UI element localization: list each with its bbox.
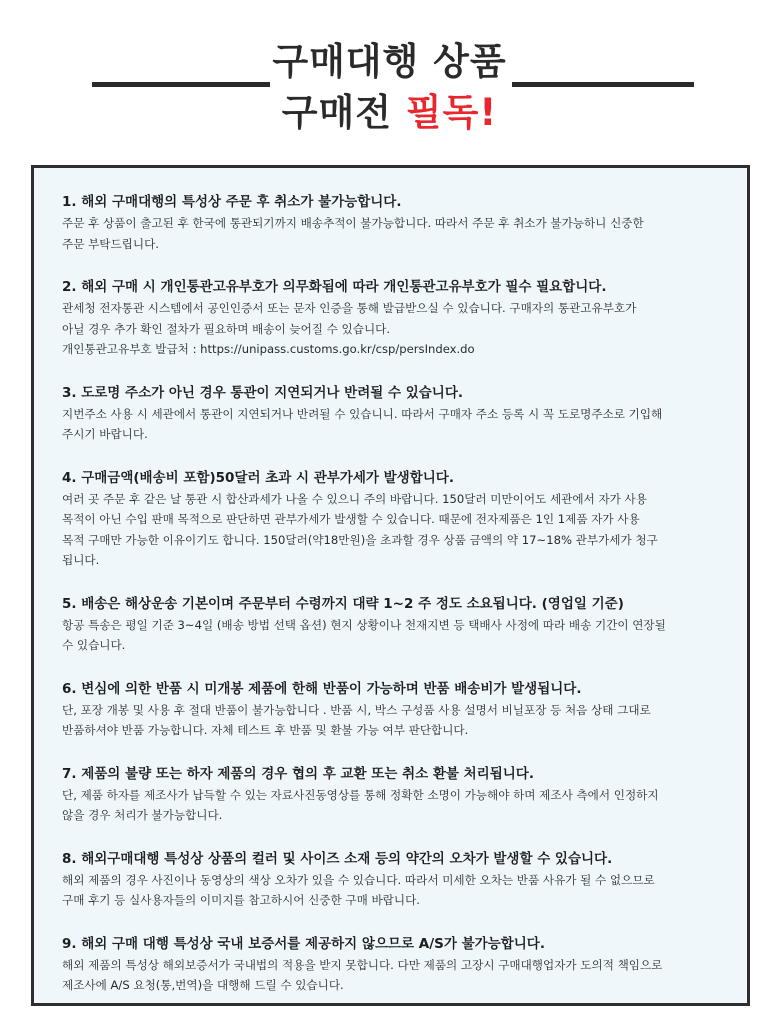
notice-body-line: 해외 제품의 특성상 해외보증서가 국내법의 적용을 받지 못합니다. 다만 제품의 고장시 구매대행업자가 도의적 책임으로 (62, 957, 663, 972)
notice-item-6 (62, 679, 734, 741)
title-rule-left (92, 82, 270, 87)
notice-body-line: 제조사에 A/S 요청(통,번역)을 대행해 드릴 수 있습니다. (62, 978, 344, 992)
notice-item-2 (62, 277, 734, 360)
notice-title: 6. 변심에 의한 반품 시 미개봉 제품에 한해 반품이 가능하며 반품 배송비가 발생됩니다. (62, 680, 582, 697)
notice-body (62, 700, 734, 741)
notice-body-line: 반품하셔야 반품 가능합니다. 자체 테스트 후 반품 및 환불 가능 여부 판단합니다. (62, 723, 469, 737)
notice-body-line: 개인통관고유부호 발급처 : https://unipass.customs.go.kr/csp/persIndex.do (62, 342, 475, 356)
notice-body-line: 단, 제품 하자를 제조사가 납득할 수 있는 자료사진동영상를 통해 정확한 소명이 가능해야 하며 제조사 측에서 인정하지 (62, 787, 659, 802)
notice-item-1 (62, 192, 734, 254)
notice-body (62, 870, 734, 911)
notice-title: 4. 구매금액(배송비 포함)50달러 초과 시 관부가세가 발생합니다. (62, 469, 454, 486)
notice-body-line: 않을 경우 처리가 불가능합니다. (62, 808, 223, 822)
notice-box (31, 165, 750, 1006)
notice-body-line: 목적이 아닌 수입 판매 목적으로 판단하면 관부가세가 발생할 수 있습니다. 때문에 전자제품은 1인 1제품 자가 사용 (62, 512, 640, 526)
notice-list (62, 192, 734, 1019)
notice-body-line: 아닐 경우 추가 확인 절차가 필요하며 배송이 늦어질 수 있습니다. (62, 321, 391, 336)
notice-item-8 (62, 849, 734, 911)
notice-body-line: 단, 포장 개봉 및 사용 후 절대 반품이 불가능합니다 . 반품 시, 박스 구성품 사용 설명서 비닐포장 등 처음 상태 그대로 (62, 702, 651, 717)
notice-body-line: 주문 후 상품이 출고된 후 한국에 통관되기까지 배송추적이 불가능합니다. 따라서 주문 후 취소가 불가능하니 신중한 (62, 216, 644, 230)
notice-item-3 (62, 383, 734, 445)
notice-title: 3. 도로명 주소가 아닌 경우 통관이 지연되거나 반려될 수 있습니다. (62, 384, 464, 401)
notice-title: 8. 해외구매대행 특성상 상품의 컬러 및 사이즈 소재 등의 약간의 오차가 발생할 수 있습니다. (62, 850, 613, 867)
notice-item-4 (62, 468, 734, 571)
notice-body-line: 해외 제품의 경우 사진이나 동영상의 색상 오차가 있을 수 있습니다. 따라서 미세한 오차는 반품 사유가 될 수 없으므로 (62, 872, 655, 887)
notice-title: 1. 해외 구매대행의 특성상 주문 후 취소가 불가능합니다. (62, 194, 402, 210)
notice-item-5 (62, 594, 734, 656)
notice-body-line: 지번주소 사용 시 세관에서 통관이 지연되거나 반려될 수 있습니니. 따라서 구매자 주소 등록 시 꼭 도로명주소로 기입해 (62, 406, 663, 421)
subtitle-accent: 필독! (405, 91, 498, 134)
notice-body (62, 298, 734, 360)
notice-body-line: 주시기 바랍니다. (62, 427, 148, 441)
notice-body (62, 785, 734, 826)
notice-body-line: 주문 부탁드립니다. (62, 236, 159, 251)
notice-body-line: 구매 후기 등 실사용자들의 이미지를 참고하시어 신중한 구매 바랍니다. (62, 893, 420, 907)
notice-title: 7. 제품의 불량 또는 하자 제품의 경우 협의 후 교환 또는 취소 환불 처리됩니다. (62, 765, 534, 782)
page-subtitle (0, 88, 779, 138)
notice-body-line: 목적 구매만 가능한 이유이기도 합니다. 150달러(약18만원)을 초과할 경우 상품 금액의 약 17~18% 관부가세가 청구 (62, 532, 658, 547)
notice-title: 5. 배송은 해상운송 기본이며 주문부터 수령까지 대략 1~2 주 정도 소요됩니다. (영업일 기준) (62, 595, 624, 612)
notice-item-9 (62, 934, 734, 996)
notice-body-line: 관세청 전자통관 시스템에서 공인인증서 또는 문자 인증을 통해 발급받으실 수 있습니다. 구매자의 통관고유부호가 (62, 301, 637, 315)
notice-body-line: 여러 곳 주문 후 같은 날 통관 시 합산과세가 나올 수 있으니 주의 바랍니다. 150달러 미만이어도 세관에서 자가 사용 (62, 491, 647, 506)
notice-body-line: 됩니다. (62, 553, 100, 567)
subtitle-prefix: 구매전 (281, 91, 406, 134)
page-header (0, 0, 779, 150)
notice-title: 2. 해외 구매 시 개인통관고유부호가 의무화됨에 따라 개인통관고유부호가 필수 필요합니다. (62, 279, 607, 295)
title-rule-right (512, 82, 694, 87)
notice-body (62, 404, 734, 445)
notice-body (62, 213, 734, 254)
notice-item-7 (62, 764, 734, 826)
notice-body (62, 489, 734, 571)
notice-body-line: 항공 특송은 평일 기준 3~4일 (배송 방법 선택 옵션) 현지 상황이나 천재지변 등 택배사 사정에 따라 배송 기간이 연장될 (62, 617, 666, 632)
notice-body (62, 615, 734, 656)
notice-title: 9. 해외 구매 대행 특성상 국내 보증서를 제공하지 않으므로 A/S가 불가능합니다. (62, 935, 545, 952)
page-title: 구매대행 상품 (272, 40, 507, 83)
notice-body (62, 955, 734, 996)
notice-body-line: 수 있습니다. (62, 638, 126, 652)
